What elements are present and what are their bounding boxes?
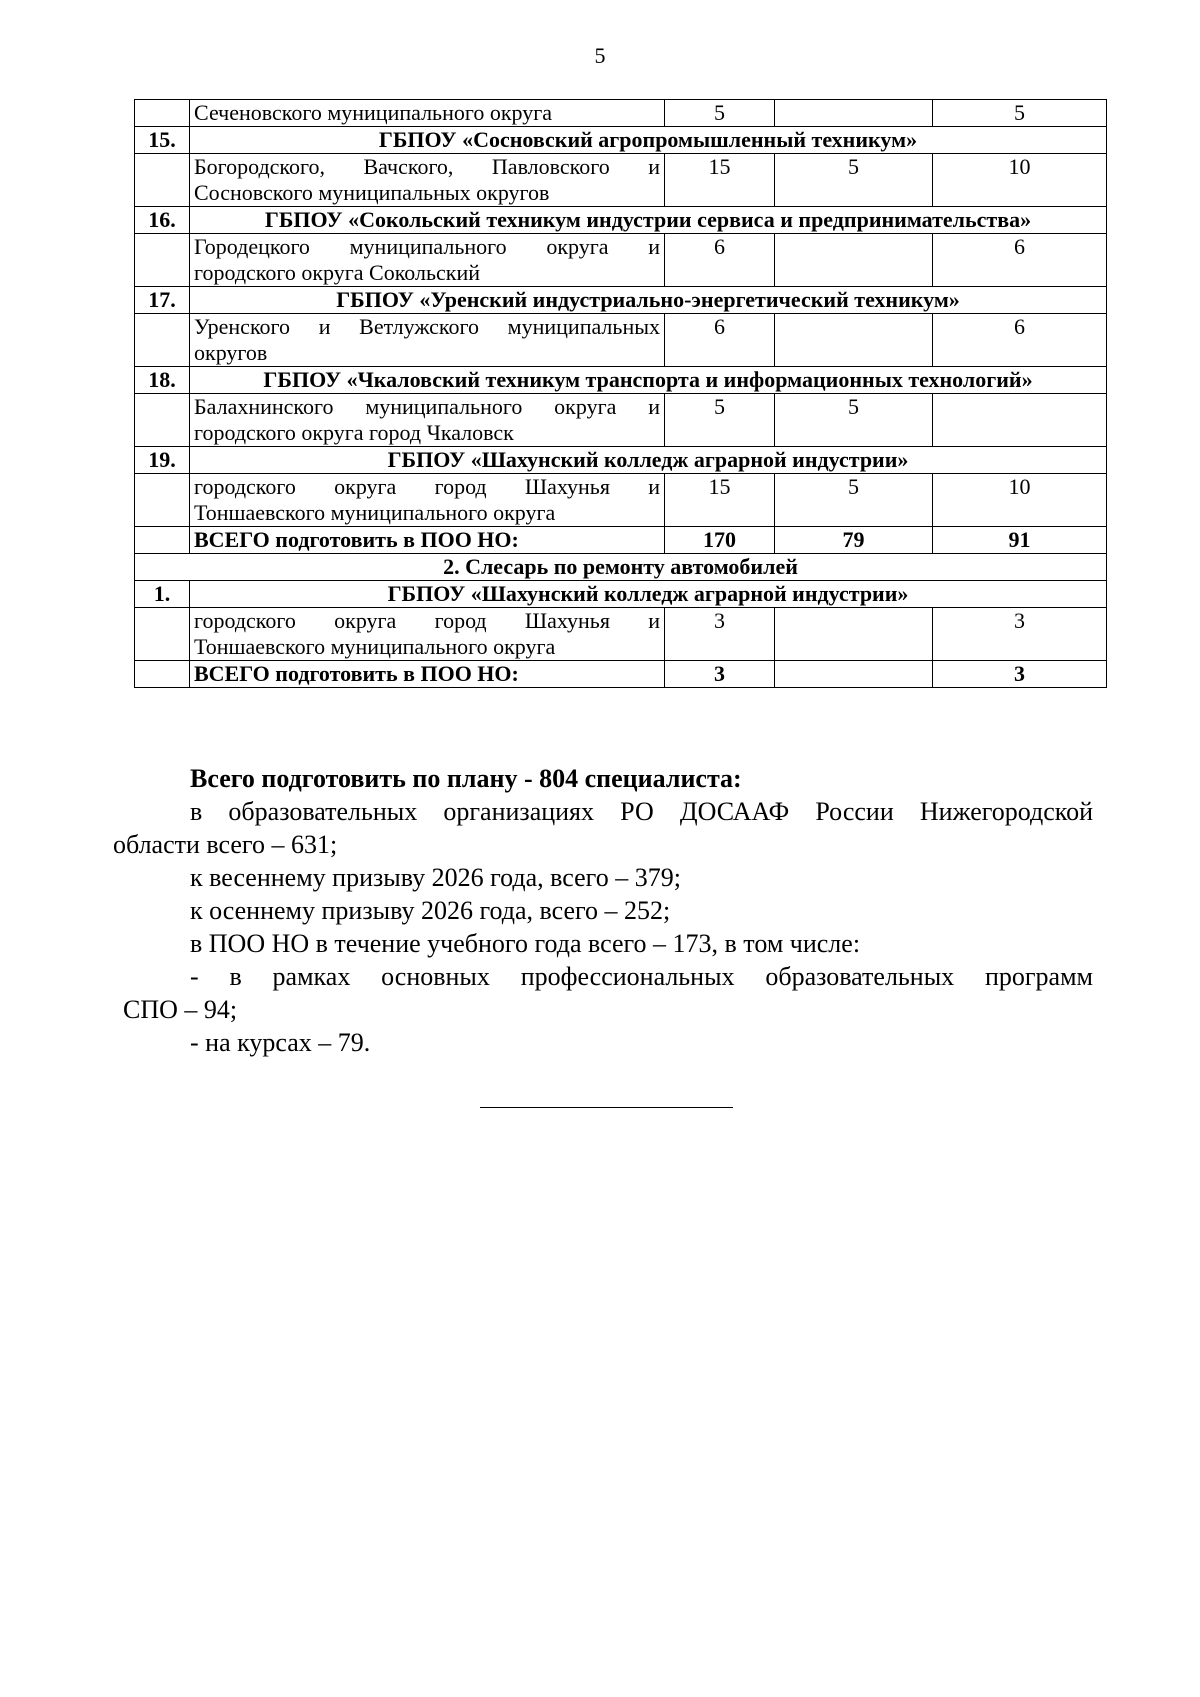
district-cell [190,234,665,287]
summary-spo-line1: - в рамках основных профессиональных образовательных программ [190,962,1093,991]
district-cell [190,474,665,527]
summary-courses: - на курсах – 79. [190,1028,371,1057]
district-line: Богородского, Вачского, Павловского и [194,154,660,179]
value-total: 6 [665,234,775,287]
total-value-courses: 79 [775,527,933,554]
value-total: 3 [665,608,775,661]
row-number: 16. [135,207,190,234]
district-line: округов [194,340,268,365]
district-line: городского округа город Шахунья и [194,474,660,499]
organization-title: ГБПОУ «Сосновский агропромышленный техникум» [190,127,1107,154]
district-line: городского округа город Чкаловск [194,420,514,445]
summary-dosaaf-line1: в образовательных организациях РО ДОСААФ России Нижегородской [190,797,1093,826]
row-number: 19. [135,447,190,474]
table-row-data [135,154,1107,207]
empty-cell [135,394,190,447]
district-line: Сосновского муниципальных округов [194,180,550,205]
value-total: 5 [665,394,775,447]
total-value-spo: 3 [933,661,1107,688]
empty-cell [135,608,190,661]
table-row-data [135,474,1107,527]
table-row-org [135,367,1107,394]
table-row-total [135,661,1107,688]
value-courses [775,234,933,287]
value-total: 5 [665,100,775,127]
district-cell [190,100,665,127]
district-line: Тоншаевского муниципального округа [194,634,556,659]
value-total: 15 [665,474,775,527]
section-title: 2. Слесарь по ремонту автомобилей [135,554,1107,581]
value-courses [775,314,933,367]
value-spo: 6 [933,314,1107,367]
row-number: 15. [135,127,190,154]
empty-cell [135,234,190,287]
table-row-data [135,394,1107,447]
row-number: 17. [135,287,190,314]
district-cell [190,314,665,367]
total-value: 3 [665,661,775,688]
value-spo: 10 [933,474,1107,527]
district-line: Уренского и Ветлужского муниципальных [194,314,660,339]
value-total: 6 [665,314,775,367]
value-total: 15 [665,154,775,207]
total-label: ВСЕГО подготовить в ПОО НО: [190,527,665,554]
table-body [135,100,1107,688]
value-spo: 6 [933,234,1107,287]
total-label: ВСЕГО подготовить в ПОО НО: [190,661,665,688]
table-row-data [135,100,1107,127]
row-number: 1. [135,581,190,608]
total-value: 170 [665,527,775,554]
summary-autumn: к осеннему призыву 2026 года, всего – 252; [190,896,671,925]
summary-dosaaf-line2: области всего – 631; [113,830,338,859]
empty-cell [135,661,190,688]
district-line: городского округа город Шахунья и [194,608,660,633]
district-line: Тоншаевского муниципального округа [194,500,556,525]
end-rule [480,1107,733,1108]
summary-poo: в ПОО НО в течение учебного года всего – 173, в том числе: [190,929,861,958]
district-cell [190,608,665,661]
organization-title: ГБПОУ «Чкаловский техникум транспорта и информационных технологий» [190,367,1107,394]
organization-title: ГБПОУ «Уренский индустриально-энергетический техникум» [190,287,1107,314]
total-value-spo: 91 [933,527,1107,554]
district-line: городского округа Сокольский [194,260,480,285]
table-row-data [135,608,1107,661]
value-spo: 5 [933,100,1107,127]
value-courses [775,608,933,661]
empty-cell [135,474,190,527]
table-row-org [135,287,1107,314]
district-line: Балахнинского муниципального округа и [194,394,660,419]
summary-block [113,762,1093,1059]
value-spo: 3 [933,608,1107,661]
total-value-courses [775,661,933,688]
district-cell [190,154,665,207]
value-spo [933,394,1107,447]
table-row-org [135,447,1107,474]
row-number: 18. [135,367,190,394]
summary-heading: Всего подготовить по плану - 804 специалиста: [190,764,742,793]
organization-title: ГБПОУ «Шахунский колледж аграрной индустрии» [190,581,1107,608]
district-cell [190,394,665,447]
table-row-org [135,581,1107,608]
table-row-total [135,527,1107,554]
value-spo: 10 [933,154,1107,207]
value-courses: 5 [775,474,933,527]
empty-cell [135,314,190,367]
value-courses: 5 [775,394,933,447]
value-courses [775,100,933,127]
table-row-data [135,314,1107,367]
district-line: Городецкого муниципального округа и [194,234,660,259]
table-row-data [135,234,1107,287]
empty-cell [135,100,190,127]
table-row-org [135,127,1107,154]
empty-cell [135,527,190,554]
value-courses: 5 [775,154,933,207]
district-line: Сеченовского муниципального округа [194,100,553,125]
table-row-section [135,554,1107,581]
table-row-org [135,207,1107,234]
organization-title: ГБПОУ «Шахунский колледж аграрной индустрии» [190,447,1107,474]
page-number: 5 [594,43,606,68]
organization-title: ГБПОУ «Сокольский техникум индустрии сервиса и предпринимательства» [190,207,1107,234]
training-plan-table [134,99,1107,688]
summary-spo-line2: СПО – 94; [123,995,238,1024]
summary-spring: к весеннему призыву 2026 года, всего – 379; [190,863,681,892]
empty-cell [135,154,190,207]
